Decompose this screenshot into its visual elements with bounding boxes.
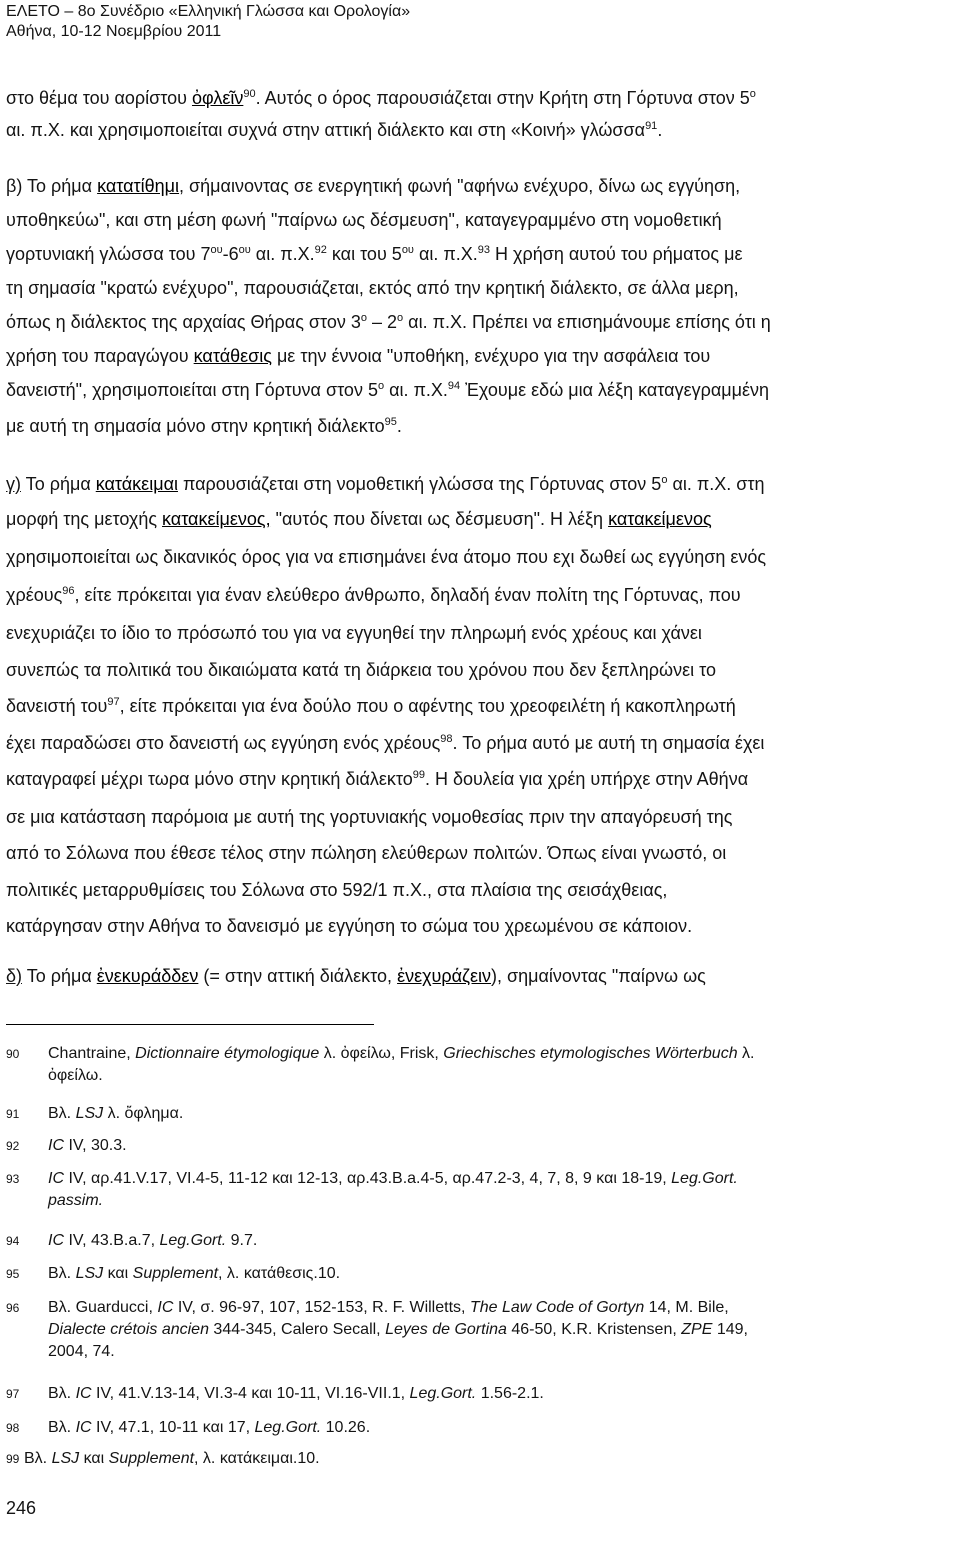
body-line: τη σημασία "κρατώ ενέχυρο", παρουσιάζεται, εκτός από την κρητική διάλεκτο, σε άλλα μερη,	[6, 278, 739, 298]
body-line: συνεπώς τα πολιτικά του δικαιώματα κατά τη διάρκεια του χρόνου που δεν ξεπληρώνει το	[6, 660, 716, 680]
body-line: στο θέμα του αορίστου ὀφλεῖν$^{90}$. Αυτός ο όρος παρουσιάζεται στην Κρήτη στη Γόρτυνα στον $5^o$	[6, 88, 756, 108]
body-line: γ) Το ρήμα κατάκειμαι παρουσιάζεται στη νομοθετική γλώσσα της Γόρτυνας στον $5^o$ αι. π.Χ. στη	[6, 474, 765, 494]
body-line: ενεχυριάζει το ίδιο το πρόσωπό του για να εγγυηθεί την πληρωμή ενός χρέους και χάνει	[6, 623, 702, 643]
body-line: δανειστή", χρησιμοποιείται στη Γόρτυνα στον $5^o$ αι. π.Χ.$^{94}$ Ἐχουμε εδώ μια λέξη καταγεγραμμένη	[6, 380, 770, 400]
body-line: όπως η διάλεκτος της αρχαίας Θήρας στον $3^o - 2^o$ αι. π.Χ. Πρέπει να επισημάνουμε επίσης ότι η	[6, 312, 771, 332]
body-line: δ) Το ρήμα ἐνεκυράδδεν (= στην αττική διάλεκτο, ἐνεχυράζειν), σημαίνοντας "παίρνω ως	[6, 966, 706, 986]
body-line: κατάργησαν στην Αθήνα το δανεισμό με εγγύηση το σώμα του χρεωμένου σε κάποιον.	[6, 916, 693, 936]
header-title: ΕΛΕΤΟ – 8ο Συνέδριο «Ελληνική Γλώσσα και Ορολογία»	[6, 3, 411, 20]
body-line: χρησιμοποιείται ως δικανικός όρος για να επισημάνει ένα άτομο που εχι δωθεί ως εγγύηση ενός	[6, 547, 767, 567]
body-line: πολιτικές μεταρρυθμίσεις του Σόλωνα στο 592/1 π.Χ., στα πλαίσια της σεισάχθειας,	[6, 880, 668, 900]
body-line: υποθηκεύω", και στη μέση φωνή "παίρνω ως δέσμευση", καταγεγραμμένο στη νομοθετική	[6, 210, 722, 230]
page-number: 246	[6, 1498, 37, 1518]
keyword: κατακείμενος	[608, 509, 712, 529]
keyword: ἐνεχυράζειν	[397, 966, 492, 986]
footnote-ref: 98	[440, 733, 453, 745]
body-line: σε μια κατάσταση παρόμοια με αυτή της γορτυνιακής νομοθεσίας πριν την απαγόρευσή της	[6, 807, 733, 827]
body-line: δανειστή του$^{97}$, είτε πρόκειται για ένα δούλο που ο αφέντης του χρεοφειλέτη ή κακοπληρωτή	[6, 696, 736, 716]
body-line: β) Το ρήμα κατατίθημι, σήμαινοντας σε ενεργητική φωνή "αφήνω ενέχυρο, δίνω ως εγγύηση,	[6, 176, 741, 196]
body-line: καταγραφεί μέχρι τωρα μόνο στην κρητική διάλεκτο$^{99}$. Η δουλεία για χρέη υπήρχε στην Αθήνα	[6, 769, 749, 789]
keyword: κατάκειμαι	[95, 474, 178, 494]
footnote-ref: 93	[477, 244, 491, 256]
body-line: χρήση του παραγώγου κατάθεσις με την έννοια "υποθήκη, ενέχυρο για την ασφάλεια του	[6, 346, 711, 366]
body-line: αι. π.Χ. και χρησιμοποιείται συχνά στην αττική διάλεκτο και στη «Κοινή» γλώσσα$^{91}$.	[6, 120, 663, 140]
body-line: μορφή της μετοχής κατακείμενος, "αυτός που δίνεται ως δέσμευση". Η λέξη κατακείμενος	[6, 509, 712, 529]
keyword: κατάθεσις	[193, 346, 272, 366]
body-line: από το Σόλωνα που έθεσε τέλος στην πώληση ελεύθερων πολιτών. Όπως είναι γνωστό, οι	[6, 843, 727, 863]
running-header	[6, 2, 410, 42]
footnote-ref: 97	[107, 696, 120, 708]
keyword: κατακείμενος,	[162, 509, 271, 529]
section-marker: δ)	[6, 966, 23, 986]
footnote-ref: 99	[412, 769, 425, 781]
footnote-ref: 91	[645, 120, 658, 132]
body-line: γορτυνιακή γλώσσα του $7^{o\upsilon}-6^{o\upsilon}$ αι. π.Χ.$^{92}$ και του $5^{o\upsilon}$ αι. π.Χ.$^{93}$ Η χρήση αυτού του ρήματος με	[6, 244, 743, 264]
keyword: κατατίθημι	[97, 176, 180, 196]
body-line: με αυτή τη σημασία μόνο στην κρητική διάλεκτο$^{95}$.	[6, 416, 402, 436]
footnote-ref: 95	[384, 416, 397, 428]
footnote-ref: 94	[447, 380, 461, 392]
body-line: έχει παραδώσει στο δανειστή ως εγγύηση ενός χρέους$^{98}$. Το ρήμα αυτό με αυτή τη σημασία έχει	[6, 733, 765, 753]
keyword: ὀφλεῖν	[191, 88, 244, 108]
keyword: ἐνεκυράδδεν	[96, 966, 199, 986]
footnote-ref: 92	[314, 244, 327, 256]
body-line: χρέους$^{96}$, είτε πρόκειται για έναν ελεύθερο άνθρωπο, δηλαδή έναν πολίτη της Γόρτυνας, που	[6, 585, 741, 605]
footnote-ref: 90	[243, 88, 256, 100]
footnote-ref: 96	[62, 585, 75, 597]
footnote-separator	[6, 1024, 374, 1025]
header-date: Αθήνα, 10-12 Νοεμβρίου 2011	[6, 23, 222, 40]
section-marker: γ)	[6, 474, 21, 494]
